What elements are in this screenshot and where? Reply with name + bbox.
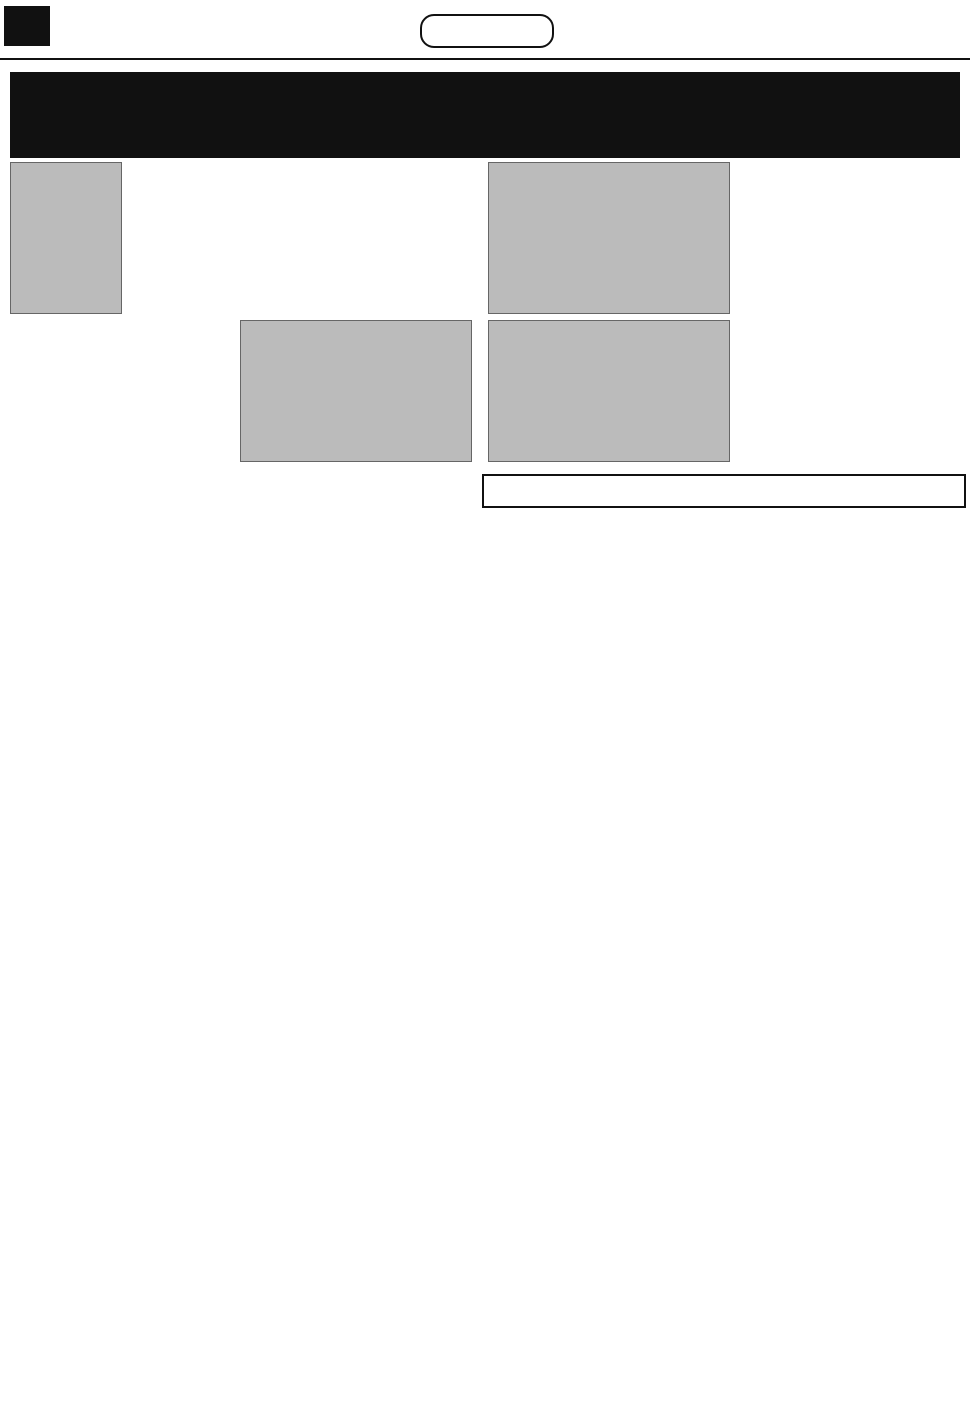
masthead-logo <box>868 4 964 54</box>
page-number <box>4 6 50 46</box>
ceremony-photo <box>488 162 730 314</box>
page-header <box>0 0 970 60</box>
main-headline <box>10 72 960 158</box>
section-title <box>420 14 554 48</box>
speaker-photo <box>10 162 122 314</box>
car-photo-right <box>488 320 730 462</box>
table-title <box>482 474 966 508</box>
car-photo-left <box>240 320 472 462</box>
